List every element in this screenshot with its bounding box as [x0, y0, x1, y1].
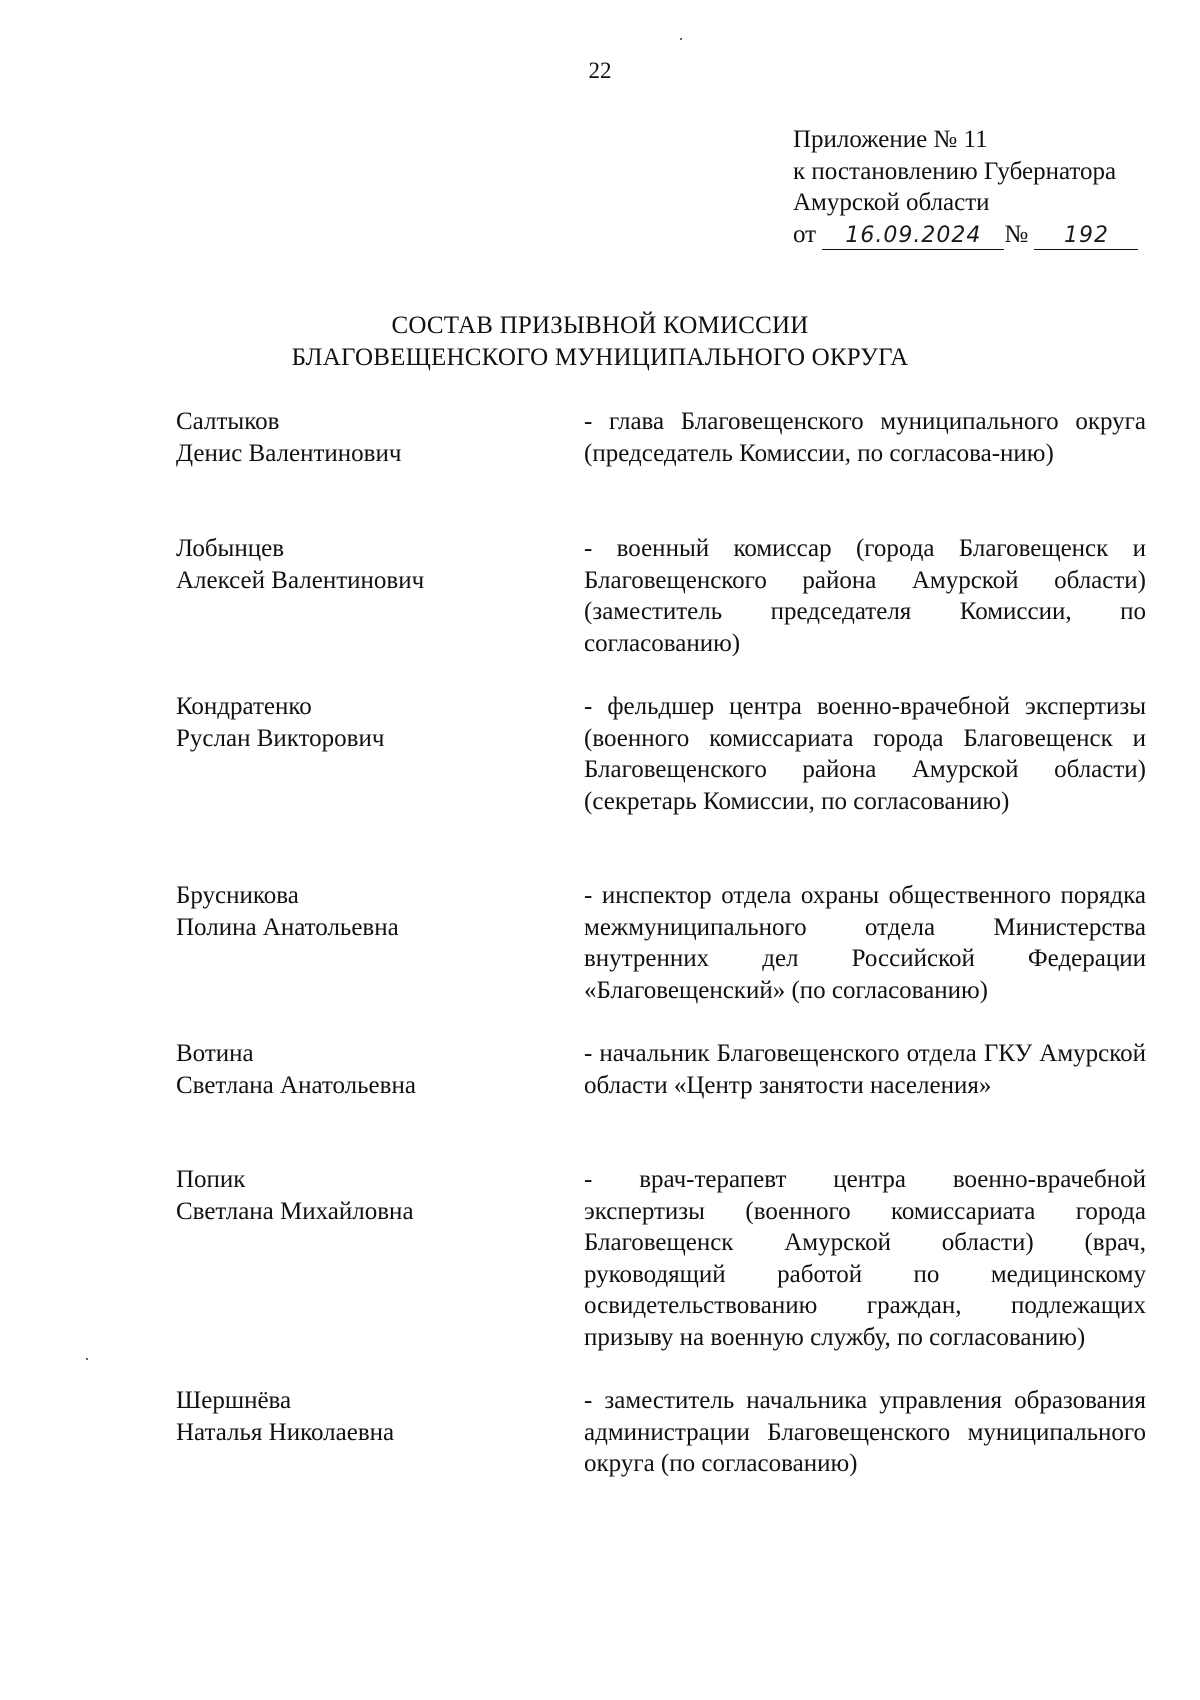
- member-role: - начальник Благовещенского отдела ГКУ Амурской области «Центр занятости населения»: [584, 1040, 1146, 1099]
- page-number: 22: [588, 58, 612, 83]
- appendix-region: Амурской области: [793, 189, 990, 216]
- member-given-name: Наталья Николаевна: [176, 1418, 395, 1446]
- member-role: - заместитель начальника управления образования администрации Благовещенского муниципального округа (по согласованию): [584, 1387, 1146, 1477]
- member-surname: Кондратенко: [176, 693, 312, 720]
- member-role: - инспектор отдела охраны общественного порядка межмуниципального отдела Министерства внутренних дел Российской Федерации «Благовещенский» (по согласованию): [584, 882, 1146, 1004]
- member-surname: Попик: [176, 1166, 246, 1193]
- document-title: [0, 310, 1200, 374]
- member-name: [176, 533, 556, 596]
- title-line-1: СОСТАВ ПРИЗЫВНОЙ КОМИССИИ: [391, 312, 809, 339]
- member-role: - военный комиссар (города Благовещенск и Благовещенского района Амурской области) (заместитель председателя Комиссии, по согласованию): [584, 535, 1146, 657]
- member-name: [176, 1038, 556, 1101]
- member-name: [176, 880, 556, 943]
- handwritten-date: 16.09.2024: [845, 222, 982, 248]
- member-name: [176, 691, 556, 754]
- appendix-title: Приложение № 11: [793, 126, 988, 153]
- member-given-name: Светлана Михайловна: [176, 1197, 414, 1225]
- appendix-date-row: [793, 219, 1138, 251]
- member-given-name: Руслан Викторович: [176, 724, 385, 752]
- date-field: [822, 222, 1004, 250]
- number-field: [1034, 222, 1138, 250]
- member-given-name: Полина Анатольевна: [176, 913, 399, 941]
- member-name: [176, 406, 556, 469]
- member-surname: Салтыков: [176, 408, 280, 435]
- member-role: - фельдшер центра военно-врачебной экспертизы (военного комиссариата города Благовещенск и Благовещенского района Амурской области) (секретарь Комиссии, по согласованию): [584, 693, 1146, 815]
- scan-dot: [86, 1358, 88, 1360]
- member-role: - глава Благовещенского муниципального округа (председатель Комиссии, по согласова-нию): [584, 408, 1146, 467]
- date-prefix: от: [793, 220, 817, 248]
- member-given-name: Денис Валентинович: [176, 439, 402, 467]
- member-surname: Шершнёва: [176, 1387, 292, 1414]
- member-surname: Вотина: [176, 1040, 254, 1067]
- title-line-2: БЛАГОВЕЩЕНСКОГО МУНИЦИПАЛЬНОГО ОКРУГА: [291, 344, 909, 371]
- member-role: - врач-терапевт центра военно-врачебной экспертизы (военного комиссариата города Благовещенск Амурской области) (врач, руководящий работой по медицинскому освидетельствованию граждан, подлежащих призыву на военную службу, по согласованию): [584, 1166, 1146, 1351]
- member-name: [176, 1164, 556, 1227]
- scan-dot: [680, 38, 682, 40]
- member-surname: Лобынцев: [176, 535, 285, 562]
- member-given-name: Светлана Анатольевна: [176, 1071, 416, 1099]
- member-given-name: Алексей Валентинович: [176, 566, 425, 594]
- handwritten-number: 192: [1063, 222, 1109, 248]
- member-surname: Брусникова: [176, 882, 299, 909]
- number-label: №: [1004, 220, 1029, 248]
- member-name: [176, 1385, 556, 1448]
- appendix-reference: к постановлению Губернатора: [793, 157, 1117, 185]
- appendix-header: [793, 124, 1138, 250]
